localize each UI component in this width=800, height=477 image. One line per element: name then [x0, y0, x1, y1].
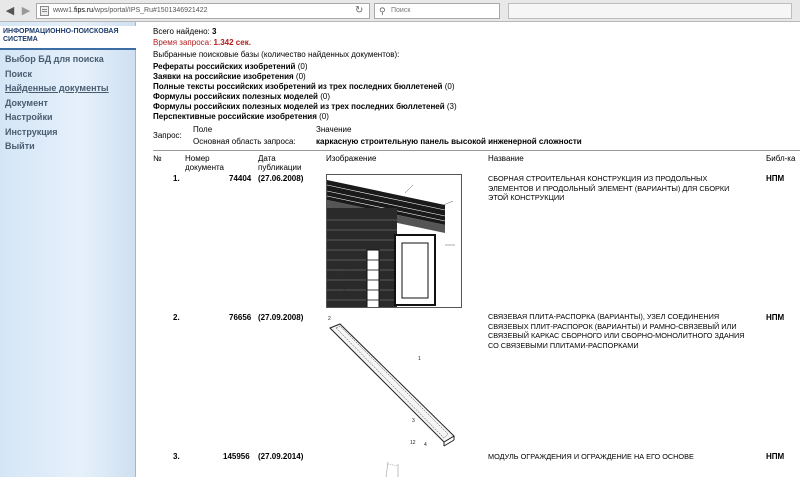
row-doc-number[interactable]: 76656 — [229, 313, 252, 322]
query-label: Запрос: — [153, 131, 182, 140]
row-library: НПМ — [766, 452, 785, 461]
svg-text:12: 12 — [410, 440, 416, 446]
row-num: 3. — [173, 452, 180, 461]
patent-drawing-image[interactable] — [326, 312, 462, 450]
field-header: Поле — [193, 125, 213, 134]
title-underline — [0, 48, 136, 50]
row-library: НПМ — [766, 313, 785, 322]
row-library: НПМ — [766, 174, 785, 183]
svg-text:3: 3 — [412, 418, 415, 424]
query-value: каркасную строительную панель высокой инженерной сложности — [316, 137, 582, 146]
query-field: Основная область запроса: — [193, 137, 296, 146]
row-title[interactable]: СВЯЗЕВАЯ ПЛИТА-РАСПОРКА (ВАРИАНТЫ), УЗЕЛ СОЕДИНЕНИЯ СВЯЗЕВЫХ ПЛИТ-РАСПОРОК (ВАРИАНТЫ) И РАМНО-СВЯЗЕВЫЙ ИЛИ СВЯЗЕВЫЙ КАРКАС СБОРНОГО ИЛИ СБОРНО-МОНОЛИТНОГО ЗДАНИЯ СО СВЯЗЕВЫМИ ПЛИТАМИ-РАСПОРКАМИ — [488, 312, 745, 350]
svg-text:1: 1 — [418, 356, 421, 362]
search-placeholder: Поиск — [391, 7, 411, 14]
base-item[interactable]: Рефераты российских изобретений (0) — [153, 62, 308, 71]
col-date-header: Дата публикации — [258, 154, 302, 172]
col-lib-header: Библ-ка — [766, 154, 796, 163]
row-doc-number[interactable]: 145956 — [223, 452, 250, 461]
sidebar-item-search[interactable]: Поиск — [5, 68, 33, 79]
row-num: 1. — [173, 174, 180, 183]
system-title-box — [0, 26, 136, 48]
toolbar-blank-area — [508, 3, 792, 19]
base-item[interactable]: Полные тексты российских изобретений из трех последних бюллетеней (0) — [153, 82, 455, 91]
sidebar-item-found-documents[interactable]: Найденные документы — [5, 83, 109, 93]
system-title: ИНФОРМАЦИОННО-ПОИСКОВАЯ СИСТЕМА — [3, 28, 119, 43]
query-time: Время запроса: 1.342 сек. — [153, 38, 251, 47]
svg-text:2: 2 — [328, 316, 331, 322]
row-date: (27.09.2014) — [258, 452, 304, 461]
search-icon: ⚲ — [379, 6, 386, 16]
base-item[interactable]: Перспективные российские изобретения (0) — [153, 112, 329, 121]
col-image-header: Изображение — [326, 154, 377, 163]
row-num: 2. — [173, 313, 180, 322]
header-separator — [153, 150, 800, 151]
back-arrow-icon[interactable]: ◀ — [5, 5, 15, 17]
patent-drawing-image[interactable] — [326, 458, 462, 477]
col-title-header: Название — [488, 154, 524, 163]
found-total: Всего найдено: 3 — [153, 27, 217, 36]
sidebar-item-exit[interactable]: Выйти — [5, 141, 35, 151]
col-doc-header: Номер документа — [185, 154, 225, 172]
row-date: (27.09.2008) — [258, 313, 304, 322]
sidebar-item-select-db[interactable]: Выбор БД для поиска — [5, 54, 104, 64]
address-bar[interactable] — [36, 3, 370, 19]
sidebar-menu — [5, 52, 109, 154]
base-item[interactable]: Формулы российских полезных моделей (0) — [153, 92, 330, 101]
sidebar-item-document[interactable]: Документ — [5, 97, 48, 108]
sidebar-item-settings[interactable]: Настройки — [5, 112, 53, 122]
sidebar — [0, 22, 136, 477]
url-text: www1.fips.ru/wps/portal/IPS_Ru#1501346921422 — [53, 7, 208, 14]
browser-toolbar — [0, 0, 800, 22]
slab-drawing — [326, 312, 462, 450]
svg-text:4: 4 — [424, 442, 427, 448]
base-item[interactable]: Формулы российских полезных моделей из трех последних бюллетеней (3) — [153, 102, 457, 111]
base-item[interactable]: Заявки на российские изобретения (0) — [153, 72, 306, 81]
col-num-header: № — [153, 154, 162, 163]
row-title[interactable]: МОДУЛЬ ОГРАЖДЕНИЯ И ОГРАЖДЕНИЕ НА ЕГО ОСНОВЕ — [488, 452, 694, 461]
bases-heading: Выбранные поисковые базы (количество найденных документов): — [153, 50, 400, 59]
fence-drawing — [326, 458, 462, 477]
page-info-icon[interactable] — [40, 6, 49, 16]
row-doc-number[interactable]: 74404 — [229, 174, 252, 183]
forward-arrow-icon[interactable]: ▶ — [21, 5, 31, 17]
patent-drawing-image[interactable] — [326, 174, 462, 308]
value-header: Значение — [316, 125, 352, 134]
row-date: (27.06.2008) — [258, 174, 304, 183]
sidebar-item-instruction[interactable]: Инструкция — [5, 126, 58, 137]
search-input[interactable] — [374, 3, 500, 19]
reload-icon[interactable]: ↻ — [355, 5, 364, 16]
building-section-drawing — [327, 175, 462, 308]
row-title[interactable]: СБОРНАЯ СТРОИТЕЛЬНАЯ КОНСТРУКЦИЯ ИЗ ПРОДОЛЬНЫХ ЭЛЕМЕНТОВ И ПРОДОЛЬНЫЙ ЭЛЕМЕНТ (ВАРИАНТЫ) ДЛЯ СБОРКИ ЭТОЙ КОНСТРУКЦИИ — [488, 174, 730, 202]
